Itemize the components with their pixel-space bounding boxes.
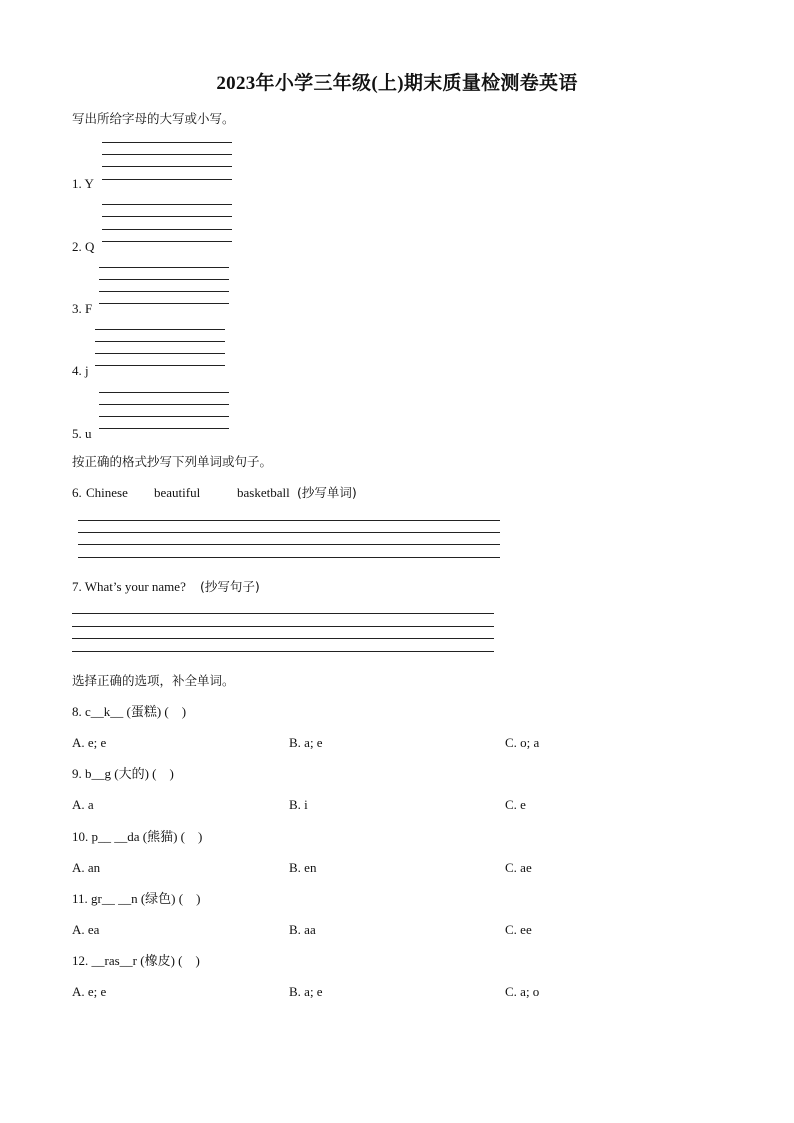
- question-8-option-b[interactable]: B. a; e: [289, 735, 323, 750]
- page-title: 2023年小学三年级(上)期末质量检测卷英语: [216, 73, 578, 94]
- section1-instruction: 写出所给字母的大写或小写。: [72, 111, 235, 126]
- question-12-option-b[interactable]: B. a; e: [289, 984, 323, 999]
- question-6-word-2: beautiful: [154, 485, 201, 500]
- section3-instruction: 选择正确的选项，补全单词。: [72, 673, 235, 688]
- question-8-option-a[interactable]: A. e; e: [72, 735, 107, 750]
- section2-instruction: 按正确的格式抄写下列单词或句子。: [72, 454, 273, 469]
- question-11-option-b[interactable]: B. aa: [289, 922, 316, 937]
- question-12-option-c[interactable]: C. a; o: [505, 984, 540, 999]
- question-12-stem: 12. __ras__r (橡皮) ( ): [72, 953, 200, 968]
- question-10-option-b[interactable]: B. en: [289, 860, 317, 875]
- question-12-option-a[interactable]: A. e; e: [72, 984, 107, 999]
- question-1-label: 1. Y: [72, 176, 94, 191]
- question-11-option-a[interactable]: A. ea: [72, 922, 100, 937]
- question-8-stem: 8. c__k__ (蛋糕) ( ): [72, 704, 187, 719]
- question-6-word-1: Chinese: [86, 485, 128, 500]
- question-10-option-a[interactable]: A. an: [72, 860, 101, 875]
- question-11-stem: 11. gr__ __n (绿色) ( ): [72, 891, 201, 906]
- question-11-option-c[interactable]: C. ee: [505, 922, 532, 937]
- question-3-label: 3. F: [72, 301, 93, 316]
- question-9-stem: 9. b__g (大的) ( ): [72, 766, 174, 781]
- question-9-option-b[interactable]: B. i: [289, 797, 308, 812]
- question-7-note: (抄写句子): [200, 579, 260, 594]
- question-7-text: 7. What’s your name?: [72, 579, 186, 594]
- question-6-number: 6.: [72, 485, 82, 500]
- question-6-note: (抄写单词): [297, 485, 357, 500]
- question-5-label: 5. u: [72, 426, 92, 441]
- question-4-label: 4. j: [72, 363, 89, 378]
- question-9-option-c[interactable]: C. e: [505, 797, 526, 812]
- question-6-word-3: basketball: [237, 485, 290, 500]
- question-10-option-c[interactable]: C. ae: [505, 860, 532, 875]
- question-10-stem: 10. p__ __da (熊猫) ( ): [72, 829, 203, 844]
- question-8-option-c[interactable]: C. o; a: [505, 735, 540, 750]
- question-2-label: 2. Q: [72, 239, 95, 254]
- question-9-option-a[interactable]: A. a: [72, 797, 94, 812]
